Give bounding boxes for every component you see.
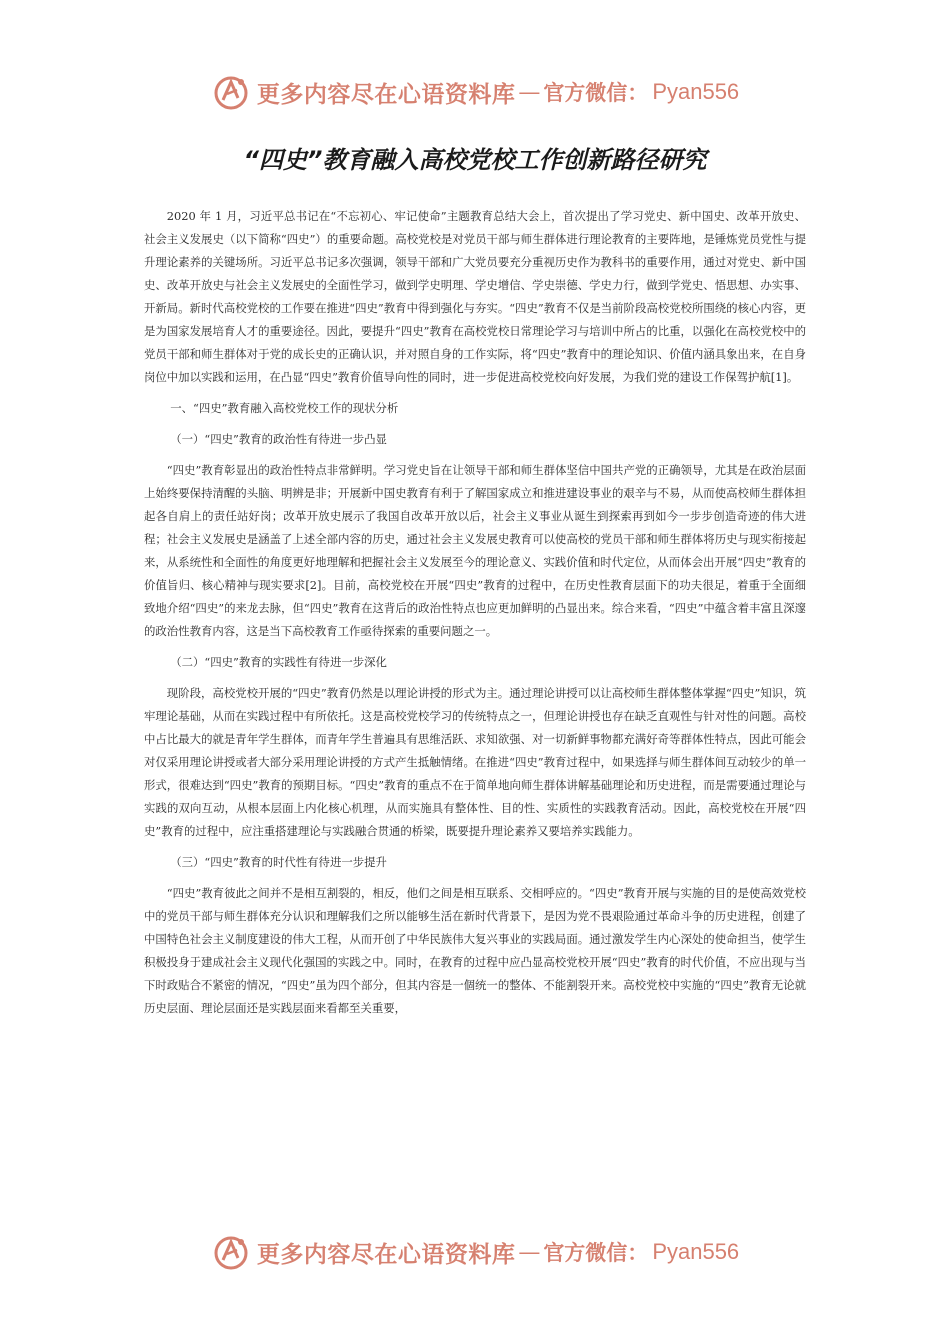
banner-subtitle: 官方微信： bbox=[543, 1240, 649, 1265]
subsection-heading-2: （二）“四史”教育的实践性有待进一步深化 bbox=[170, 655, 387, 669]
document-body bbox=[144, 205, 806, 1028]
logo-icon bbox=[211, 72, 251, 112]
paragraph-practical: 现阶段，高校党校开展的“四史”教育仍然是以理论讲授的形式为主。通过理论讲授可以让高校师生群体整体掌握“四史”知识，筑牢理论基础，从而在实践过程中有所依托。这是高校党校学习的传统特点之一，但理论讲授也存在缺乏直观性与针对性的问题。高校中占比最大的就是青年学生群体，而青年学生普遍具有思维活跃、求知欲强、对一切新鲜事物都充满好奇等群体性特点，因此可能会对仅采用理论讲授或者大部分采用理论讲授的方式产生抵触情绪。在推进“四史”教育过程中，如果选择与师生群体间互动较少的单一形式，很难达到“四史”教育的预期目标。“四史”教育的重点不在于简单地向师生群体讲解基础理论和历史进程，而是需要通过理论与实践的双向互动，从根本层面上内化核心机理，从而实施具有整体性、目的性、实质性的实践教育活动。因此，高校党校在开展“四史”教育的过程中，应注重搭建理论与实践融合贯通的桥梁，既要提升理论素养又要培养实践能力。 bbox=[144, 686, 806, 838]
subsection-heading-1: （一）“四史”教育的政治性有待进一步凸显 bbox=[170, 432, 387, 446]
paragraph-contemporary: “四史”教育彼此之间并不是相互割裂的，相反，他们之间是相互联系、交相呼应的。“四史”教育开展与实施的目的是使高效党校中的党员干部与师生群体充分认识和理解我们之所以能够生活在新时代背景下，是因为党不畏艰险通过革命斗争的历史进程，创建了中国特色社会主义制度建设的伟大工程，从而开创了中华民族伟大复兴事业的实践局面。通过激发学生内心深处的使命担当，使学生积极投身于建成社会主义现代化强国的实践之中。同时，在教育的过程中应凸显高校党校开展“四史”教育的时代价值，不应出现与当下时政贴合不紧密的情况，“四史”虽为四个部分，但其内容是一個统一的整体、不能割裂开来。高校党校中实施的“四史”教育无论就历史层面、理论层面还是实践层面来看都至关重要， bbox=[144, 886, 806, 1015]
document-title: “四史”教育融入高校党校工作创新路径研究 bbox=[243, 146, 707, 174]
banner-title: 更多内容尽在心语资料库 bbox=[256, 80, 516, 108]
paragraph-political: “四史”教育彰显出的政治性特点非常鲜明。学习党史旨在让领导干部和师生群体坚信中国共产党的正确领导，尤其是在政治层面上始终要保持清醒的头脑、明辨是非；开展新中国史教育有利于了解国家成立和推进建设事业的艰辛与不易，从而使高校师生群体担起各自肩上的责任站好岗；改革开放史展示了我国自改革开放以后，社会主义事业从诞生到探索再到如今一步步创造奇迹的伟大进程；社会主义发展史是涵盖了上述全部内容的历史，通过社会主义发展史教育可以使高校的党员干部和师生群体将历史与现实衔接起来，从系统性和全面性的角度更好地理解和把握社会主义发展至今的理论意义、实践价值和时代定位，从而体会出开展“四史”教育的价值旨归、核心精神与现实要求[2]。目前，高校党校在开展“四史”教育的过程中，在历史性教育层面下的功夫很足，着重于全面细致地介绍“四史”的来龙去脉，但“四史”教育在这背后的政治性特点也应更加鲜明的凸显出来。综合来看，“四史”中蕴含着丰富且深邃的政治性教育内容，这是当下高校教育工作亟待探索的重要问题之一。 bbox=[144, 463, 806, 638]
banner-wechat-id: Pyan556 bbox=[652, 1239, 740, 1264]
footer-banner bbox=[0, 1232, 950, 1272]
logo-icon bbox=[211, 1232, 251, 1272]
section-heading-1: 一、“四史”教育融入高校党校工作的现状分析 bbox=[170, 401, 399, 415]
banner-title: 更多内容尽在心语资料库 bbox=[256, 1240, 516, 1268]
paragraph-intro: 2020 年 1 月，习近平总书记在“不忘初心、牢记使命”主题教育总结大会上，首次提出了学习党史、新中国史、改革开放史、社会主义发展史（以下简称“四史”）的重要命题。高校党校是对党员干部与师生群体进行理论教育的主要阵地，是锤炼党员党性与提升理论素养的关键场所。习近平总书记多次强调，领导干部和广大党员要充分重视历史作为教科书的重要作用，通过对党史、新中国史、改革开放史与社会主义发展史的全面性学习，做到学史明理、学史增信、学史崇德、学史力行，做到学党史、悟思想、办实事、开新局。新时代高校党校的工作要在推进“四史”教育中得到强化与夯实。“四史”教育不仅是当前阶段高校党校所围绕的核心内容，更是为国家发展培育人才的重要途径。因此，要提升“四史”教育在高校党校日常理论学习与培训中所占的比重，以强化在高校党校中的党员干部和师生群体对于党的成长史的正确认识，并对照自身的工作实际，将“四史”教育中的理论知识、价值内涵具象出来，在自身岗位中加以实践和运用，在凸显“四史”教育价值导向性的同时，进一步促进高校党校向好发展，为我们党的建设工作保驾护航[1]。 bbox=[144, 209, 806, 384]
banner-separator: — bbox=[518, 1239, 541, 1265]
subsection-heading-3: （三）“四史”教育的时代性有待进一步提升 bbox=[170, 855, 387, 869]
banner-separator: — bbox=[518, 79, 541, 105]
banner-wechat-id: Pyan556 bbox=[652, 79, 740, 104]
header-banner bbox=[0, 72, 950, 112]
banner-subtitle: 官方微信： bbox=[543, 80, 649, 105]
